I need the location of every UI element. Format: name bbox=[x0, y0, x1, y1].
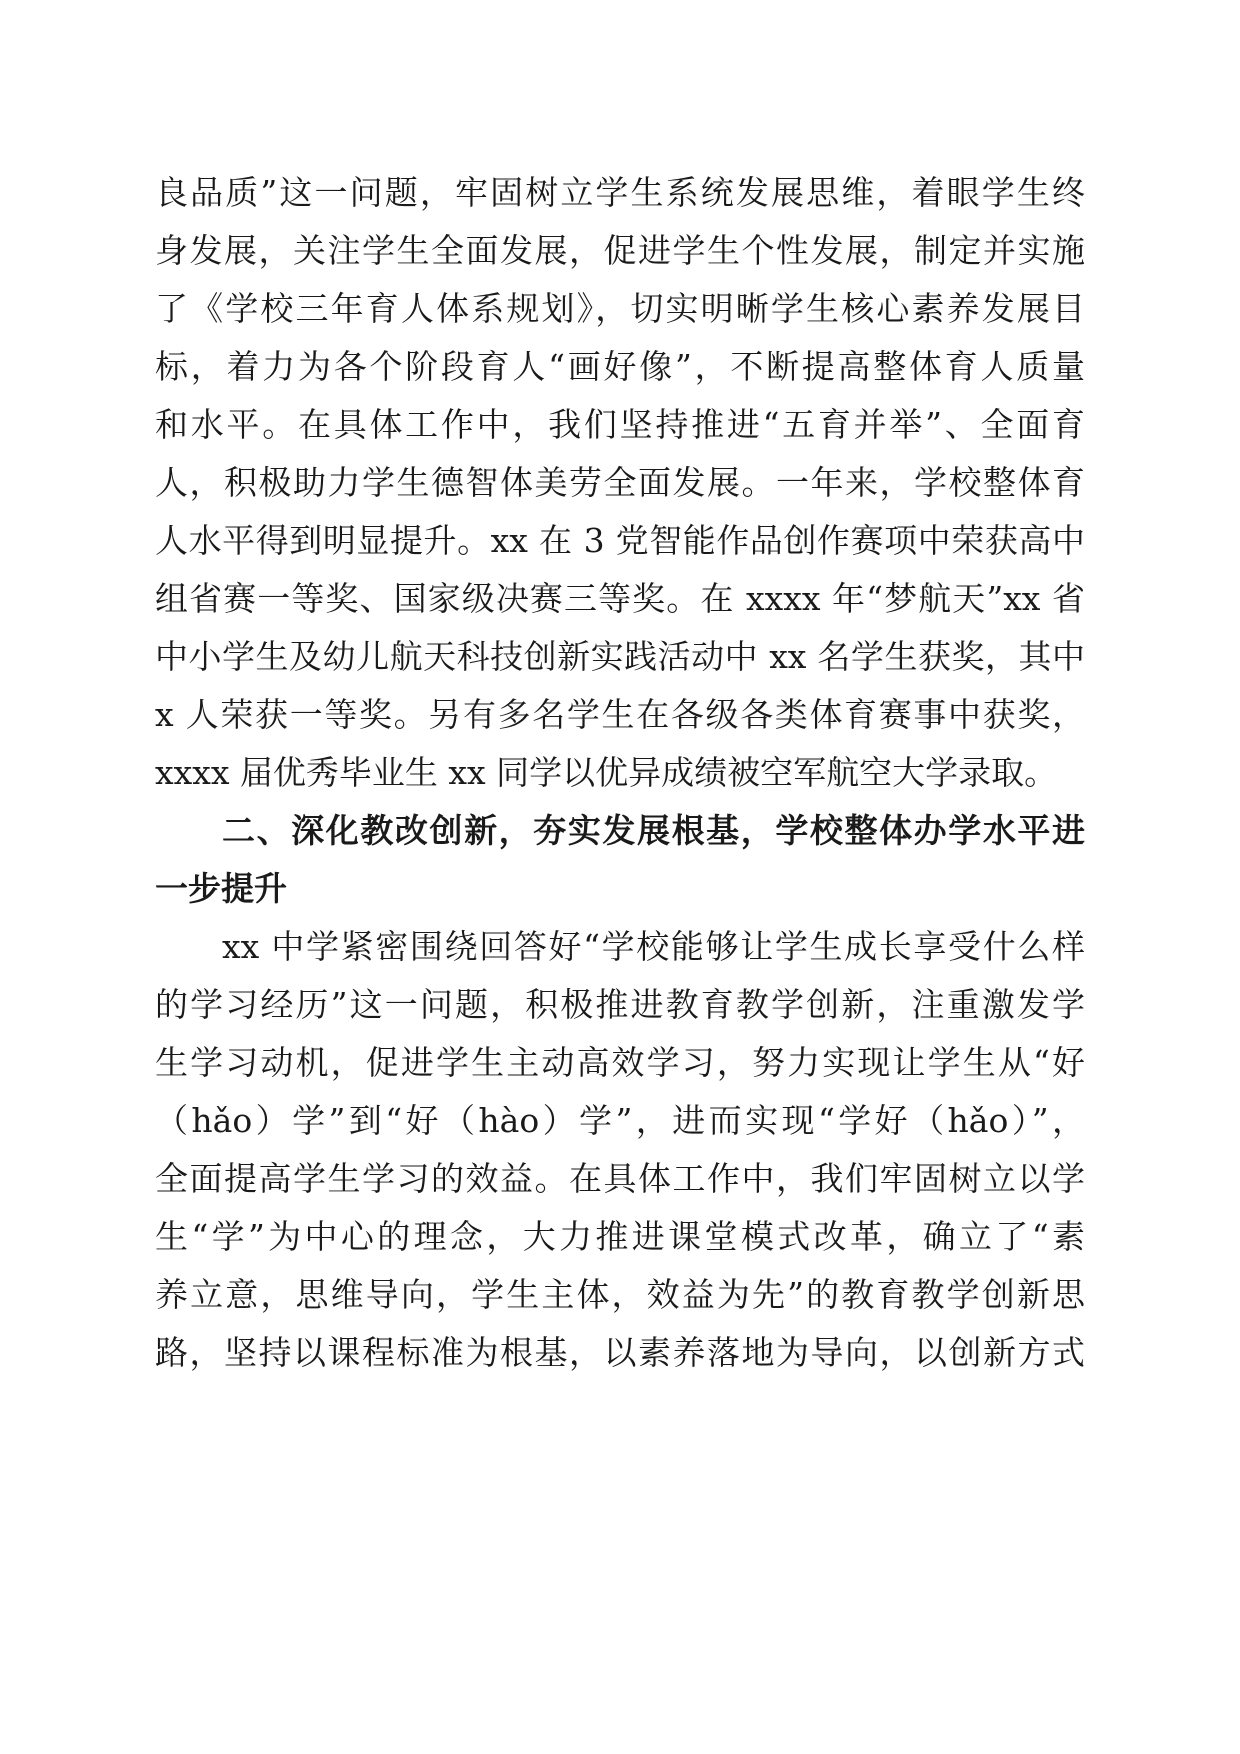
paragraph-line: 了《学校三年育人体系规划》，切实明晰学生核心素养发展目 bbox=[155, 289, 1085, 328]
paragraph-line: （hǎo）学”到“好（hào）学”，进而实现“学好（hǎo）”， bbox=[155, 1101, 1085, 1140]
paragraph-line: 中小学生及幼儿航天科技创新实践活动中 xx 名学生获奖，其中 bbox=[155, 637, 1085, 676]
paragraph-line: 人水平得到明显提升。xx 在 3 党智能作品创作赛项中荣获高中 bbox=[155, 521, 1085, 560]
paragraph-line: 良品质”这一问题，牢固树立学生系统发展思维，着眼学生终 bbox=[155, 173, 1085, 212]
paragraph-line: 和水平。在具体工作中，我们坚持推进“五育并举”、全面育 bbox=[155, 405, 1085, 444]
paragraph-line: 路，坚持以课程标准为根基，以素养落地为导向，以创新方式 bbox=[155, 1333, 1085, 1372]
paragraph-line: 身发展，关注学生全面发展，促进学生个性发展，制定并实施 bbox=[155, 231, 1085, 270]
paragraph-line: 全面提高学生学习的效益。在具体工作中，我们牢固树立以学 bbox=[155, 1159, 1085, 1198]
paragraph-line: x 人荣获一等奖。另有多名学生在各级各类体育赛事中获奖， bbox=[155, 695, 1085, 734]
paragraph-line: xx 中学紧密围绕回答好“学校能够让学生成长享受什么样 bbox=[222, 927, 1085, 966]
paragraph-line: 的学习经历”这一问题，积极推进教育教学创新，注重激发学 bbox=[155, 985, 1085, 1024]
paragraph-line: 标，着力为各个阶段育人“画好像”，不断提高整体育人质量 bbox=[155, 347, 1085, 386]
paragraph-line: 养立意，思维导向，学生主体，效益为先”的教育教学创新思 bbox=[155, 1275, 1085, 1314]
paragraph-line: xxxx 届优秀毕业生 xx 同学以优异成绩被空军航空大学录取。 bbox=[155, 753, 1058, 792]
paragraph-line: 生“学”为中心的理念，大力推进课堂模式改革，确立了“素 bbox=[155, 1217, 1085, 1256]
paragraph-line: 人，积极助力学生德智体美劳全面发展。一年来，学校整体育 bbox=[155, 463, 1085, 502]
paragraph-line: 生学习动机，促进学生主动高效学习，努力实现让学生从“好 bbox=[155, 1043, 1085, 1082]
paragraph-line: 组省赛一等奖、国家级决赛三等奖。在 xxxx 年“梦航天”xx 省 bbox=[155, 579, 1085, 618]
heading-line: 一步提升 bbox=[155, 869, 287, 908]
heading-line: 二、深化教改创新，夯实发展根基，学校整体办学水平进 bbox=[222, 811, 1085, 850]
